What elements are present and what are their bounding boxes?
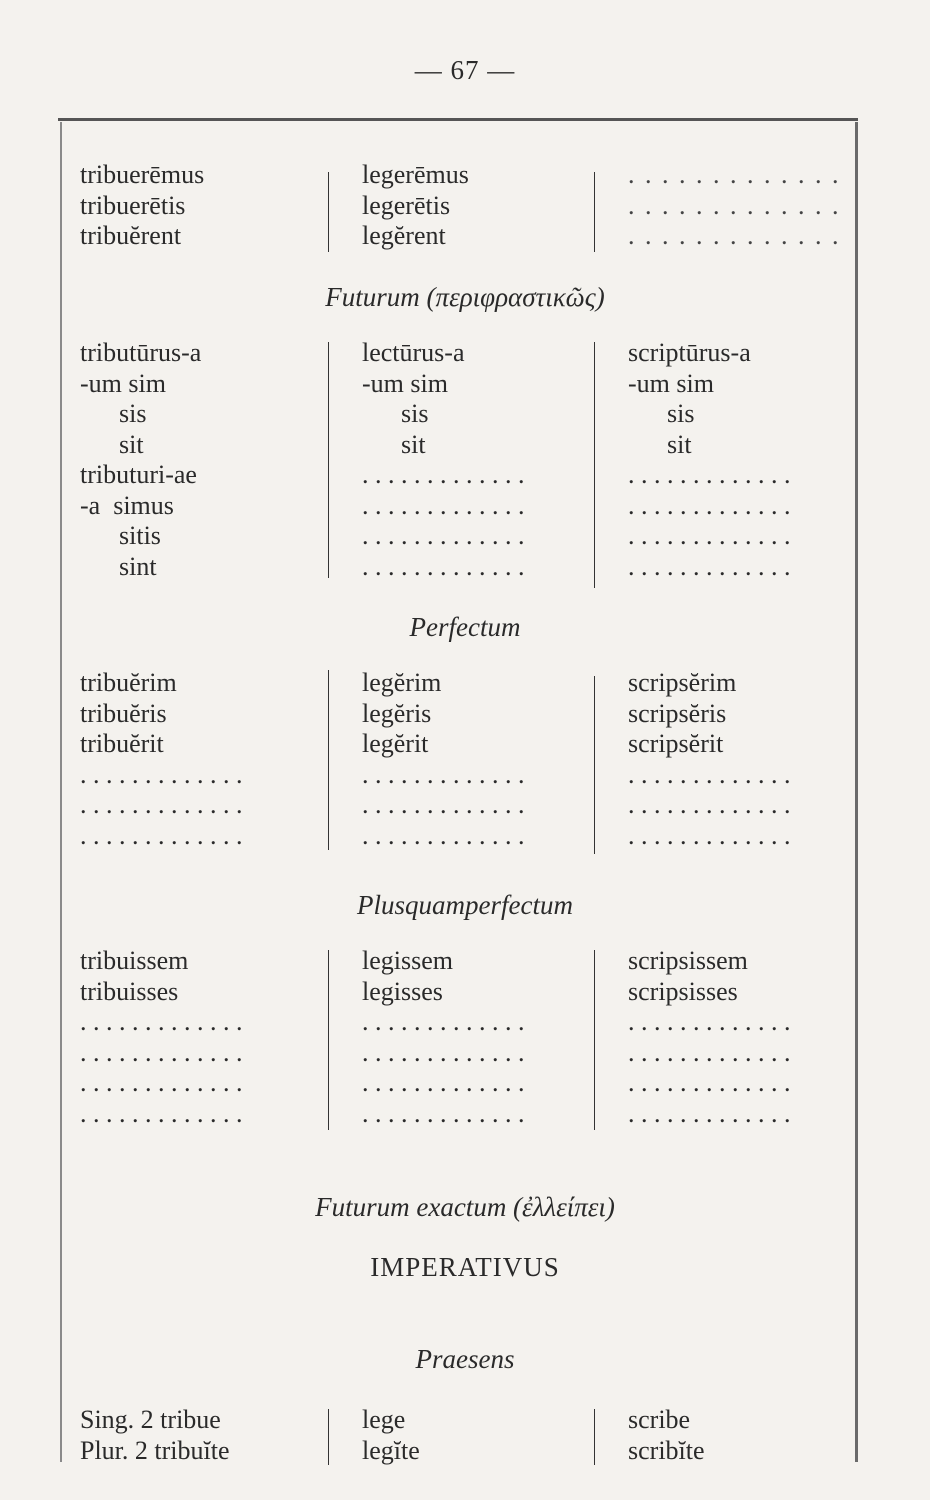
- col-scribo: scripsissem scripsisses . . . . . . . . . . . . . . . . . . . . . . . . . . . . . . . . . . . . . . . . . . . . . . . . . . . .: [628, 946, 791, 1128]
- col-scribo: scripsĕrim scripsĕris scripsĕrit . . . . . . . . . . . . . . . . . . . . . . . . . . . . . . . . . . . . . . .: [628, 668, 791, 850]
- block-perfectum: [80, 668, 840, 858]
- heading-futurum-exactum: Futurum exactum (ἐλλείπει): [315, 1192, 615, 1222]
- col-lego: lectūrus-a -um sim sis sit . . . . . . . . . . . . . . . . . . . . . . . . . . . . . . . . . . . . . . . . . . . . . . . . . . . .: [362, 338, 525, 581]
- col-tribuo: tribuerēmus tribuerētis tribuĕrent: [80, 160, 205, 250]
- col-scribo: scriptūrus-a -um sim sis sit . . . . . . . . . . . . . . . . . . . . . . . . . . . . . . . . . . . . . . . . . . . . . . . . . . . .: [628, 338, 791, 581]
- block-plusquamperfectum: [80, 946, 840, 1136]
- top-rule: [58, 118, 858, 121]
- column-divider: [594, 676, 595, 854]
- col-tribuo: tribuissem tribuisses . . . . . . . . . . . . . . . . . . . . . . . . . . . . . . . . . . . . . . . . . . . . . . . . . . . .: [80, 946, 243, 1128]
- page-number: — 67 —: [414, 55, 516, 85]
- col-lego: lege legĭte: [362, 1405, 420, 1465]
- col-tribuo: Sing. 2 tribue Plur. 2 tribuĭte: [80, 1405, 230, 1465]
- col-lego: legerēmus legerētis legĕrent: [362, 160, 469, 250]
- column-divider: [594, 172, 595, 252]
- block-imperfect: [80, 160, 840, 255]
- heading-plusquamperfectum: Plusquamperfectum: [357, 890, 573, 920]
- col-scribo: . . . . . . . . . . . . . . . . . . . . . . . . . . . . . . . . . . . . . . .: [628, 160, 841, 250]
- block-futurum: [80, 338, 840, 588]
- column-divider: [594, 950, 595, 1130]
- column-divider: [328, 670, 329, 850]
- col-scribo: scribe scribĭte: [628, 1405, 705, 1465]
- heading-futurum: Futurum (περιφραστικῶς): [325, 282, 605, 312]
- heading-perfectum: Perfectum: [409, 612, 521, 642]
- col-tribuo: tribuĕrim tribuĕris tribuĕrit . . . . . . . . . . . . . . . . . . . . . . . . . . . . . . . . . . . . . . .: [80, 668, 243, 850]
- column-divider: [328, 342, 329, 578]
- col-tribuo: tributūrus-a -um sim sis sit tributuri-ae -a simus sitis sint: [80, 338, 202, 581]
- block-imperativus-praesens: [80, 1405, 840, 1471]
- column-divider: [328, 172, 329, 252]
- col-lego: legĕrim legĕris legĕrit . . . . . . . . . . . . . . . . . . . . . . . . . . . . . . . . . . . . . . .: [362, 668, 525, 850]
- col-lego: legissem legisses . . . . . . . . . . . . . . . . . . . . . . . . . . . . . . . . . . . . . . . . . . . . . . . . . . . .: [362, 946, 525, 1128]
- column-divider: [328, 950, 329, 1130]
- column-divider: [328, 1409, 329, 1465]
- heading-praesens: Praesens: [415, 1344, 515, 1374]
- heading-imperativus: IMPERATIVUS: [370, 1252, 560, 1282]
- column-divider: [594, 342, 595, 588]
- column-divider: [594, 1409, 595, 1465]
